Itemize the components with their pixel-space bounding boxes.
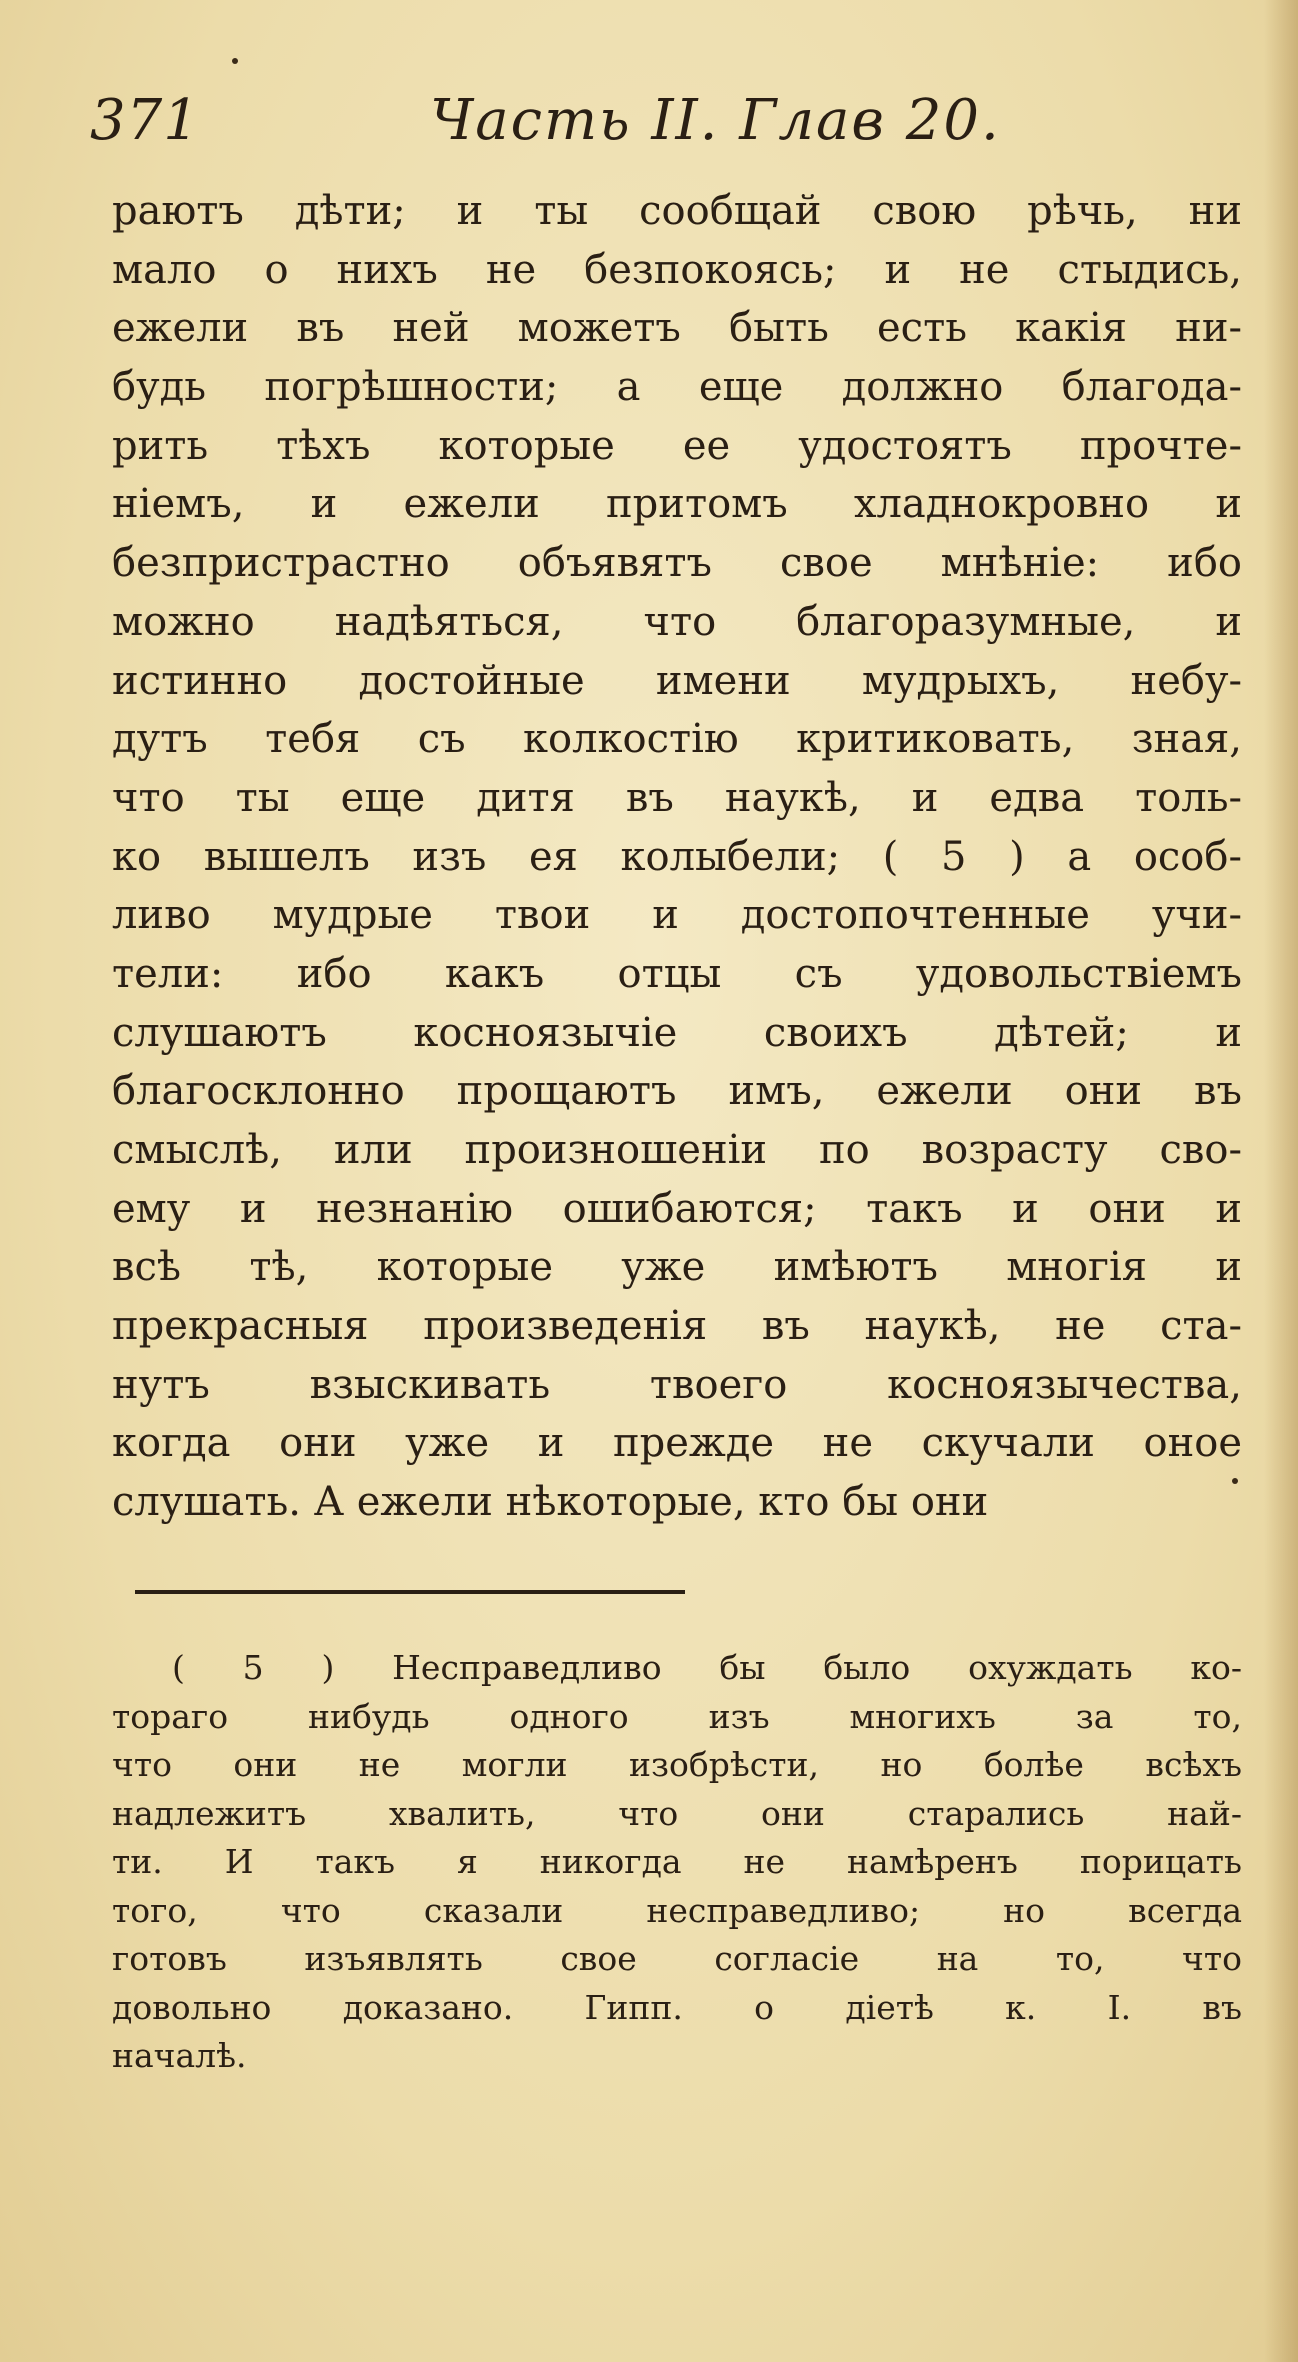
text-line: всѣ тѣ, которые уже имѣютъ многія и	[112, 1244, 1242, 1291]
text-line: дутъ тебя съ колкостію критиковать, зная,	[112, 716, 1242, 763]
footnote-line: ти. И такъ я никогда не намѣренъ порицать	[112, 1842, 1242, 1881]
text-line: смыслѣ, или произношеніи по возрасту сво-	[112, 1127, 1242, 1173]
footnote-line: надлежитъ хвалить, что они старались най-	[112, 1793, 1242, 1833]
footnote-line: того, что сказали несправедливо; но всегда	[112, 1890, 1242, 1930]
text-line: что ты еще дитя въ наукѣ, и едва толь-	[112, 774, 1242, 821]
text-line: ливо мудрые твои и достопочтенные учи-	[112, 892, 1242, 939]
text-line: слушаютъ косноязычіе своихъ дѣтей; и	[112, 1009, 1242, 1056]
text-line: нутъ взыскивать твоего косноязычества,	[112, 1361, 1242, 1408]
text-line: раютъ дѣти; и ты сообщай свою рѣчь, ни	[112, 188, 1242, 234]
ink-speck	[1232, 1478, 1238, 1484]
text-line: ніемъ, и ежели притомъ хладнокровно и	[112, 481, 1242, 528]
footnote-line: довольно доказано. Гипп. о діетѣ к. I. въ	[112, 1987, 1242, 2027]
text-line: слушать. А ежели нѣкоторые, кто бы они	[112, 1479, 989, 1526]
text-line: когда они уже и прежде не скучали оное	[112, 1420, 1242, 1467]
running-head: Часть II. Глав 20.	[430, 88, 1001, 153]
text-line: истинно достойные имени мудрыхъ, небу-	[112, 657, 1242, 704]
main-text	[112, 182, 1242, 1532]
text-line: благосклонно прощаютъ имъ, ежели они въ	[112, 1068, 1242, 1115]
footnote-line: тораго нибудь одного изъ многихъ за то,	[112, 1696, 1242, 1736]
footnote	[112, 1644, 1242, 2081]
text-line: ко вышелъ изъ ея колыбели; ( 5 ) а особ-	[112, 833, 1242, 880]
text-line: безпристрастно объявятъ свое мнѣніе: ибо	[112, 540, 1242, 587]
text-line: можно надѣяться, что благоразумные, и	[112, 598, 1242, 645]
text-line: мало о нихъ не безпокоясь; и не стыдись,	[112, 246, 1242, 293]
footnote-line: ( 5 ) Несправедливо бы было охуждать ко-	[172, 1648, 1242, 1687]
footnote-divider	[135, 1590, 685, 1594]
footnote-line: что они не могли изобрѣсти, но болѣе всѣхъ	[112, 1745, 1242, 1784]
text-line: рить тѣхъ которые ее удостоятъ прочте-	[112, 422, 1242, 469]
page-number: 371	[90, 88, 200, 153]
text-line: прекрасныя произведенія въ наукѣ, не ста-	[112, 1303, 1242, 1350]
footnote-line: готовъ изъявлять свое согласіе на то, что	[112, 1939, 1242, 1978]
text-line: ежели въ ней можетъ быть есть какія ни-	[112, 305, 1242, 352]
ink-speck	[232, 58, 238, 64]
text-line: ему и незнанію ошибаются; такъ и они и	[112, 1185, 1242, 1232]
page-edge-shadow	[1264, 0, 1298, 2362]
page-header	[90, 78, 1210, 168]
text-line: будь погрѣшности; а еще должно благода-	[112, 364, 1242, 411]
text-line: тели: ибо какъ отцы съ удовольствіемъ	[112, 950, 1242, 997]
footnote-line: началѣ.	[112, 2036, 247, 2075]
